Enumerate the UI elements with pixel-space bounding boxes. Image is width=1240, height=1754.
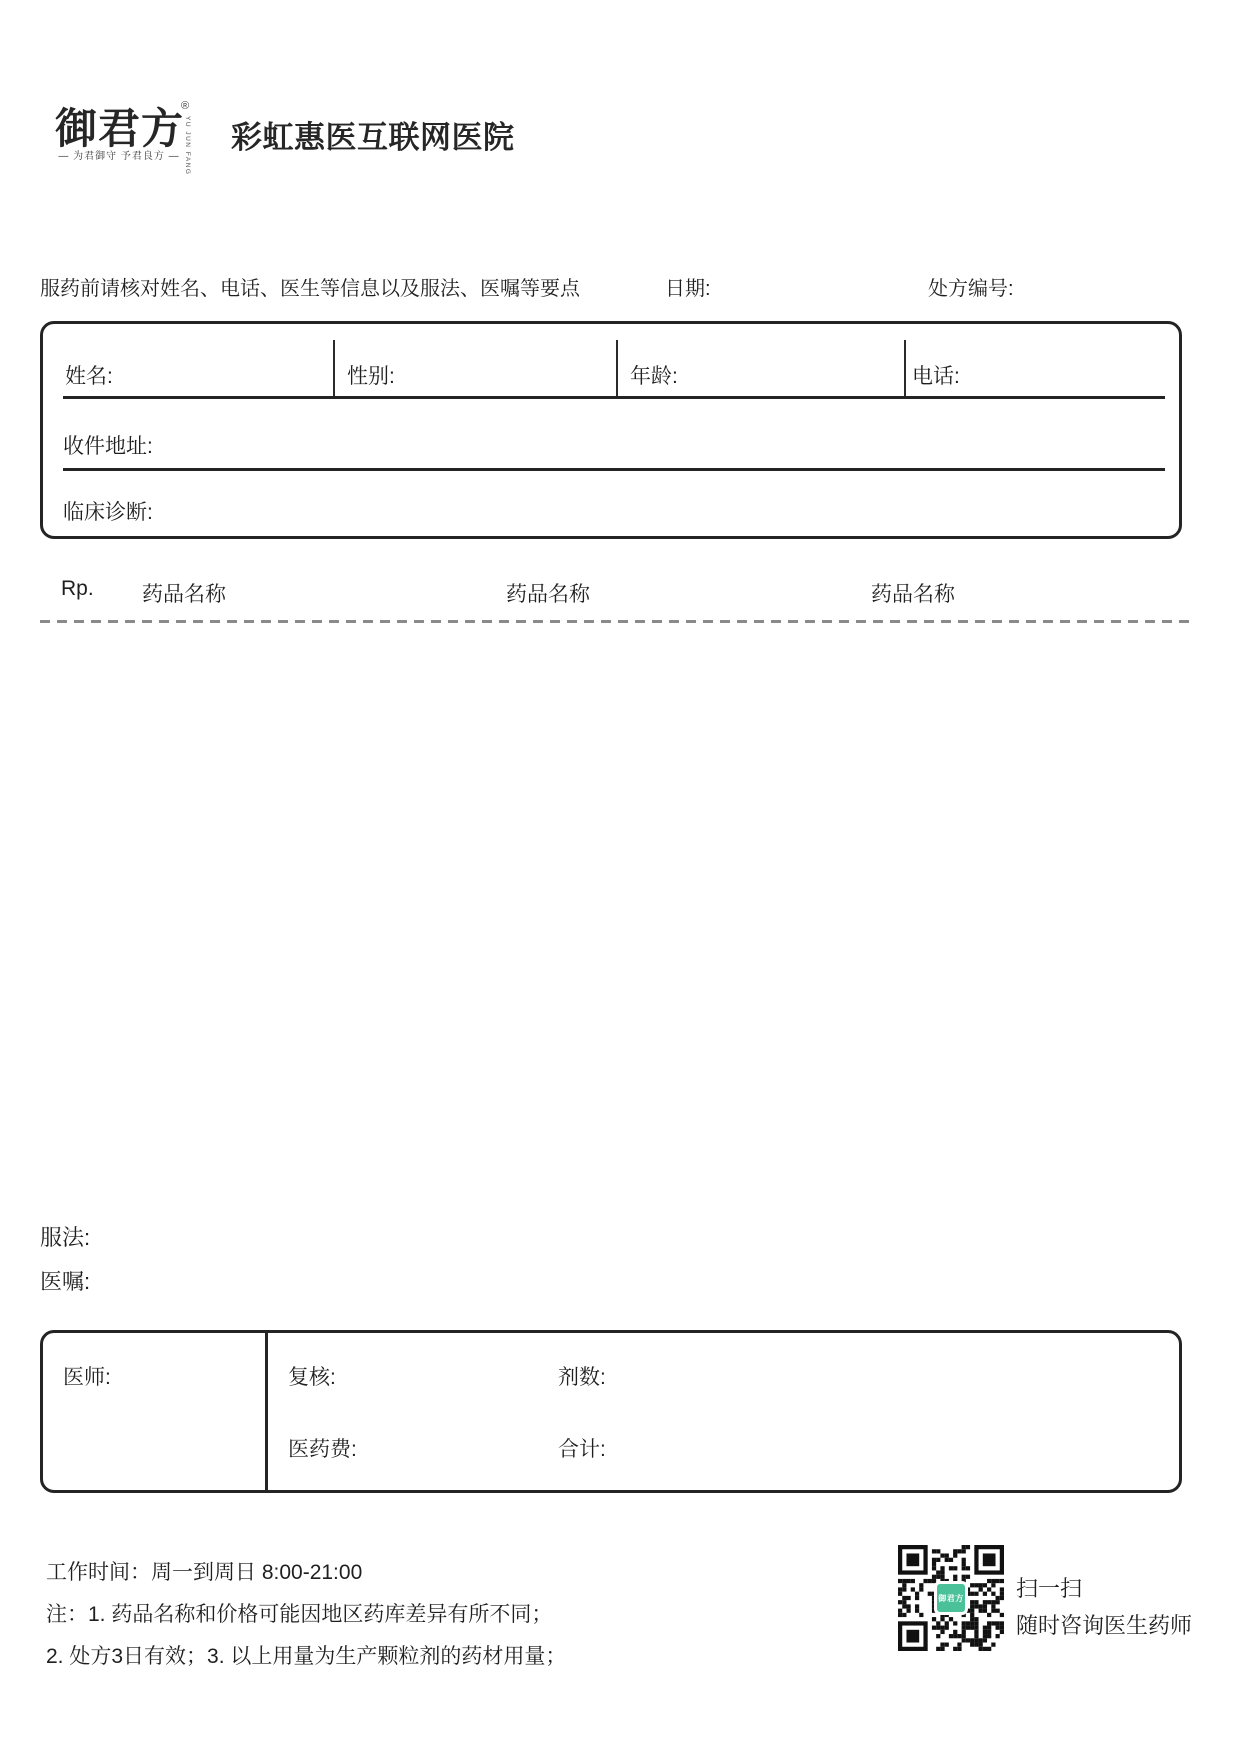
hospital-name: 彩虹惠医互联网医院 bbox=[231, 120, 515, 155]
diagnosis-label: 临床诊断: bbox=[63, 501, 153, 524]
cell-divider bbox=[333, 340, 335, 396]
scan-title: 扫一扫 bbox=[1016, 1576, 1083, 1601]
pre-medication-notice: 服药前请核对姓名、电话、医生等信息以及服法、医嘱等要点 bbox=[40, 278, 580, 300]
total-label: 合计: bbox=[558, 1438, 606, 1461]
date-label: 日期: bbox=[665, 278, 711, 300]
row-separator bbox=[63, 396, 1165, 399]
drug-column-header: 药品名称 bbox=[871, 583, 955, 606]
qr-badge: 御君方 bbox=[934, 1581, 968, 1615]
registered-trademark-icon: ® bbox=[181, 100, 190, 112]
brand-tagline: — 为君御守 予君良方 — bbox=[58, 151, 180, 162]
name-label: 姓名: bbox=[65, 365, 113, 388]
rp-label: Rp. bbox=[61, 577, 94, 600]
cell-divider bbox=[265, 1333, 268, 1490]
note-line-2: 2. 处方3日有效；3. 以上用量为生产颗粒剂的药材用量； bbox=[46, 1645, 567, 1668]
fee-label: 医药费: bbox=[288, 1438, 357, 1461]
scan-description: 随时咨询医生药师 bbox=[1016, 1613, 1193, 1638]
doses-label: 剂数: bbox=[558, 1366, 606, 1389]
cell-divider bbox=[616, 340, 618, 396]
usage-label: 服法: bbox=[40, 1225, 91, 1250]
phone-label: 电话: bbox=[912, 365, 960, 388]
cell-divider bbox=[904, 340, 906, 396]
brand-logo-pinyin: YU JUN FANG bbox=[184, 116, 191, 176]
notice-row bbox=[40, 272, 1192, 298]
row-separator bbox=[63, 468, 1165, 471]
rx-number-label: 处方编号: bbox=[928, 278, 1014, 300]
working-hours: 工作时间：周一到周日 8:00-21:00 bbox=[46, 1561, 363, 1584]
drug-column-header: 药品名称 bbox=[142, 583, 226, 606]
review-label: 复核: bbox=[288, 1366, 336, 1389]
brand-logo-text: 御君方 bbox=[55, 104, 185, 153]
address-label: 收件地址: bbox=[63, 435, 153, 458]
advice-label: 医嘱: bbox=[40, 1269, 91, 1294]
qr-code bbox=[898, 1545, 1004, 1651]
drug-column-header: 药品名称 bbox=[506, 583, 590, 606]
age-label: 年龄: bbox=[630, 365, 678, 388]
signoff-box bbox=[40, 1330, 1182, 1493]
patient-info-box bbox=[40, 321, 1182, 539]
gender-label: 性别: bbox=[347, 365, 395, 388]
physician-label: 医师: bbox=[63, 1366, 111, 1389]
note-line-1: 注：1. 药品名称和价格可能因地区药库差异有所不同； bbox=[46, 1603, 553, 1626]
dashed-separator bbox=[40, 620, 1192, 623]
